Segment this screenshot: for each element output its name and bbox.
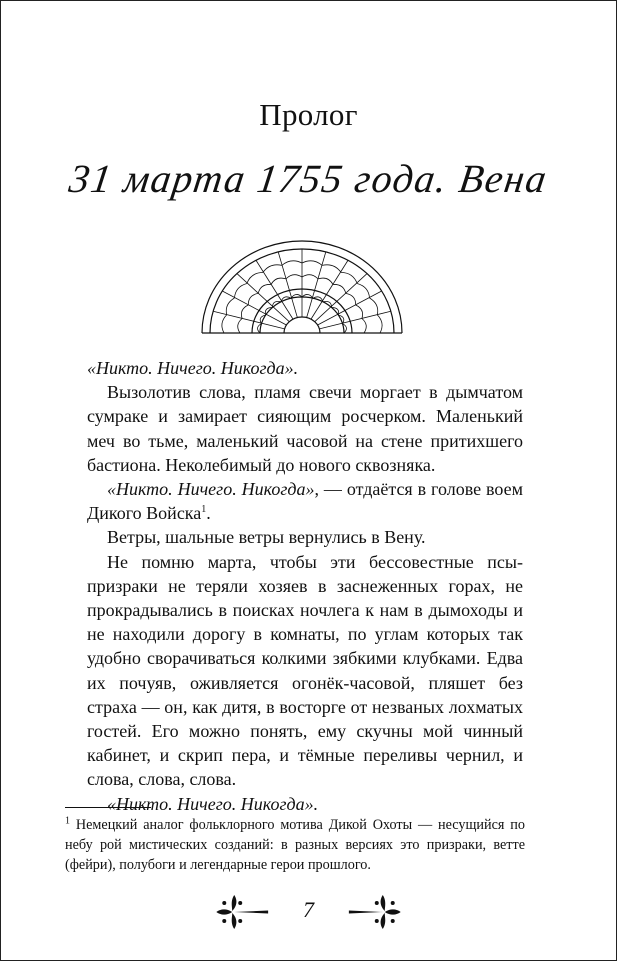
footnote-rule (65, 807, 151, 808)
paragraph-3-text: , — отдаётся в голове воем Дикого Войска (87, 479, 524, 524)
ornament-scallop (370, 298, 378, 315)
ornament-scallop (222, 315, 227, 333)
ornament-rib (237, 274, 289, 322)
ornament-rib (311, 260, 348, 319)
ornament-rib (213, 311, 284, 329)
ornament-rib (256, 260, 293, 319)
footnote (65, 815, 525, 875)
ornament-scallop (302, 275, 318, 279)
ornament-scallop (238, 319, 242, 333)
ornament-rib (315, 274, 367, 322)
ornament-scallop (258, 284, 271, 293)
footnote-text: Немецкий аналог фольклорного мотива Дикой Охоты — несущийся по небу рой мистических созданий: в разных версиях это призраки, ветте (фейри), полубоги и легендарные герои прошлого. (65, 817, 525, 873)
paragraph-6: «Никто. Ничего. Никогда». (107, 793, 319, 814)
ornament-scallop (247, 272, 263, 283)
ornament-scallop (341, 272, 357, 283)
ornament-scallop (346, 293, 356, 305)
page-number: 7 (303, 897, 314, 922)
ornament-scallop (357, 284, 369, 298)
ornament-scallop (234, 284, 246, 298)
chapter-body (87, 356, 523, 816)
ornament-scallop (286, 275, 302, 279)
ornament-scallop (333, 284, 346, 293)
ornament-scallop (241, 305, 248, 319)
chapter-title: Пролог (259, 97, 358, 132)
ornament-scallop (356, 305, 363, 319)
ornament-rib (319, 311, 390, 329)
chapter-subtitle: 31 марта 1755 года. Вена (66, 156, 551, 201)
ornament-scallop (377, 315, 382, 333)
paragraph-2 (87, 380, 523, 477)
ornament-scallop (282, 261, 302, 266)
ornament-scallop (318, 278, 333, 284)
ornament-scallop (271, 278, 286, 284)
paragraph-2-text: Вызолотив слова, пламя свечи моргает в дымчатом сумраке и замирает сияющим росчерком. Маленький меч во тьме, маленький часовой на стене притихшего бастиона. Неколебимый до нового сквозняка. (87, 382, 523, 475)
fan-window-ornament (200, 237, 404, 335)
ornament-scallop (248, 293, 258, 305)
paragraph-4: Ветры, шальные ветры вернулись в Вену. (107, 527, 426, 548)
ornament-scallop (226, 298, 234, 315)
paragraph-3-quote: «Никто. Ничего. Никогда» (107, 479, 315, 500)
paragraph-3 (87, 477, 523, 525)
paragraph-5: Не помню марта, чтобы эти бессовестные псы-призраки не теряли хозяев в заснеженных горах, не прокрадывались в поисках ночлега к нам в дымоходы и не находили дорогу в комнаты, по углам которых так удобно сворачиваться колкими зябкими клубками. Едва их почуяв, оживляется огонёк-часовой, пляшет без страха — он, как дитя, в восторге от незваных лохматых гостей. Его можно понять, ему скучны мой чинный кабинет, и скрип пера, и тёмные переливы чернил, и слова, слова, слова. (87, 551, 523, 790)
ornament-scallop (302, 261, 322, 266)
ornament-scallop (263, 265, 282, 273)
paragraph-1: «Никто. Ничего. Никогда». (87, 358, 299, 378)
footnote-marker[interactable]: 1 (201, 504, 207, 516)
ornament-scallop (362, 319, 366, 333)
footnote-number: 1 (65, 815, 70, 827)
paragraph-3-end: . (206, 503, 211, 524)
ornament-scallop (322, 265, 341, 273)
